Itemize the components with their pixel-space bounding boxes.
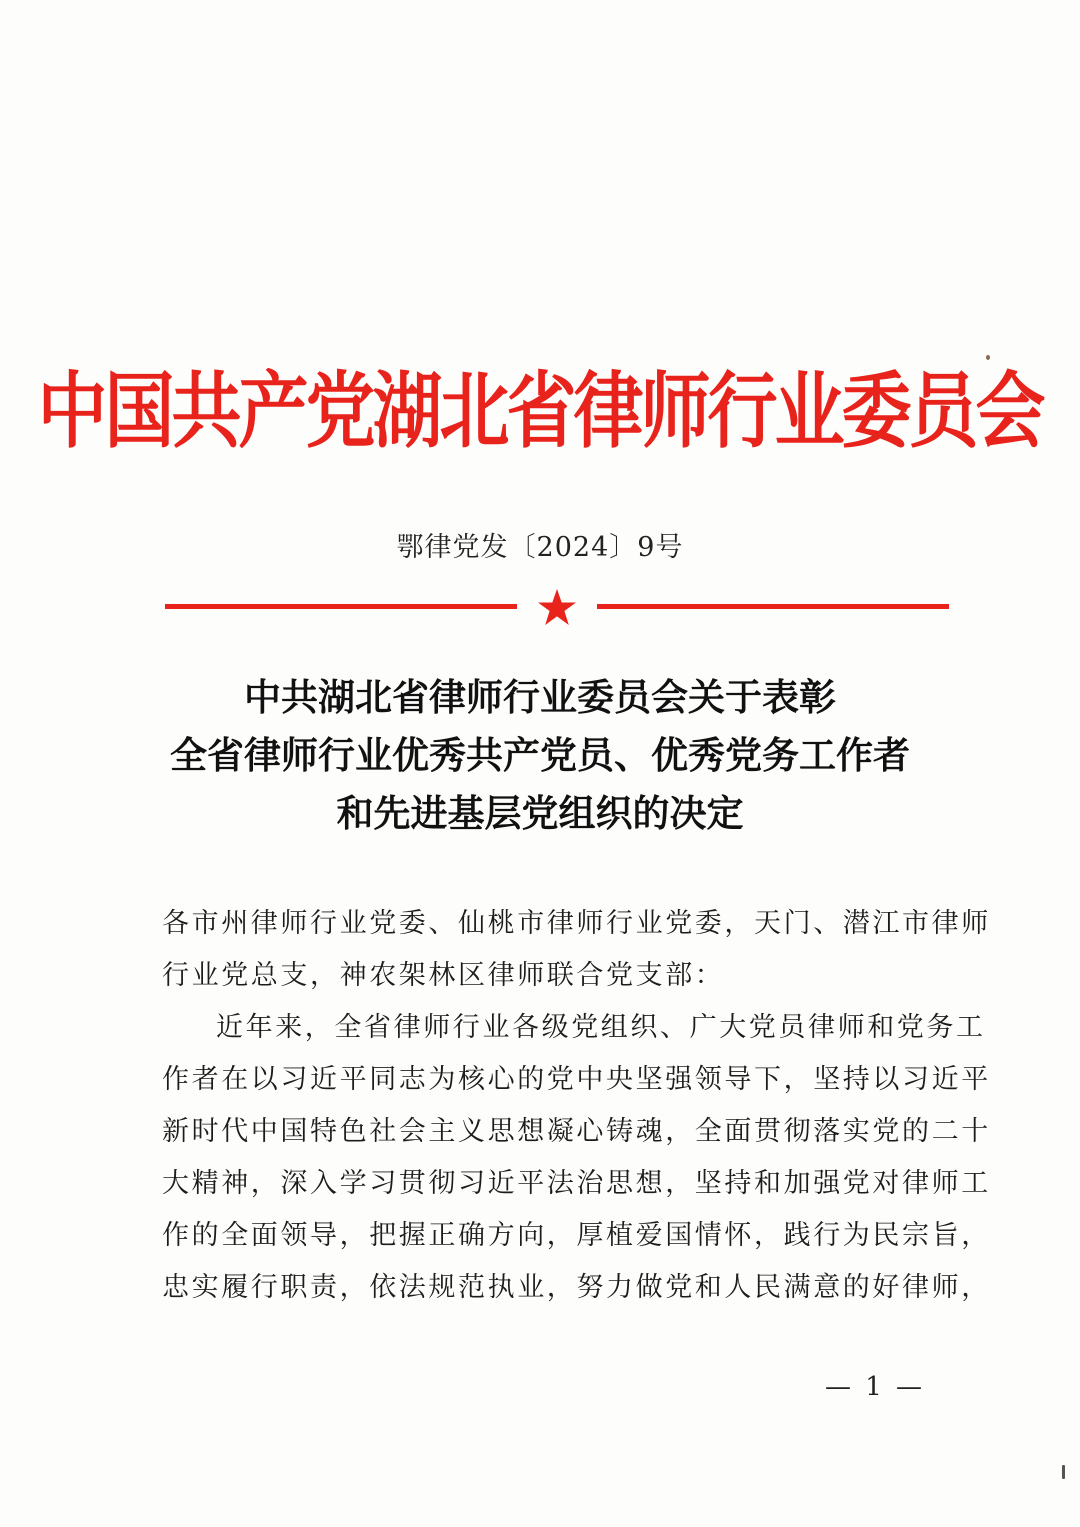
body-line: 大精神，深入学习贯彻习近平法治思想，坚持和加强党对律师工: [162, 1168, 991, 1199]
salutation-line: 各市州律师行业党委、仙桃市律师行业党委，天门、潜江市律师: [162, 908, 991, 939]
document-title: [60, 668, 1020, 842]
body-line: 作者在以习近平同志为核心的党中央坚强领导下，坚持以习近平: [162, 1064, 991, 1095]
scan-speck: [1062, 1465, 1065, 1479]
red-divider-right: [597, 604, 949, 609]
scan-speck: [986, 355, 990, 360]
body-line: 忠实履行职责，依法规范执业，努力做党和人民满意的好律师，: [162, 1272, 991, 1303]
title-line: 和先进基层党组织的决定: [336, 791, 744, 835]
document-body: [162, 898, 991, 1314]
body-line: 近年来，全省律师行业各级党组织、广大党员律师和党务工: [216, 1012, 986, 1043]
body-line: 新时代中国特色社会主义思想凝心铸魂，全面贯彻落实党的二十: [162, 1116, 991, 1147]
title-line: 中共湖北省律师行业委员会关于表彰: [244, 675, 836, 719]
page-number: — 1 —: [824, 1372, 926, 1402]
salutation-line: 行业党总支，神农架林区律师联合党支部：: [162, 960, 725, 991]
body-line: 作的全面领导，把握正确方向，厚植爱国情怀，践行为民宗旨，: [162, 1220, 991, 1251]
issuing-organization-header: 中国共产党湖北省律师行业委员会: [37, 362, 1043, 460]
document-number: 鄂律党发〔2024〕9号: [396, 532, 684, 563]
title-line: 全省律师行业优秀共产党员、优秀党务工作者: [170, 733, 910, 777]
red-divider-left: [165, 604, 517, 609]
red-star-icon: [537, 588, 577, 626]
